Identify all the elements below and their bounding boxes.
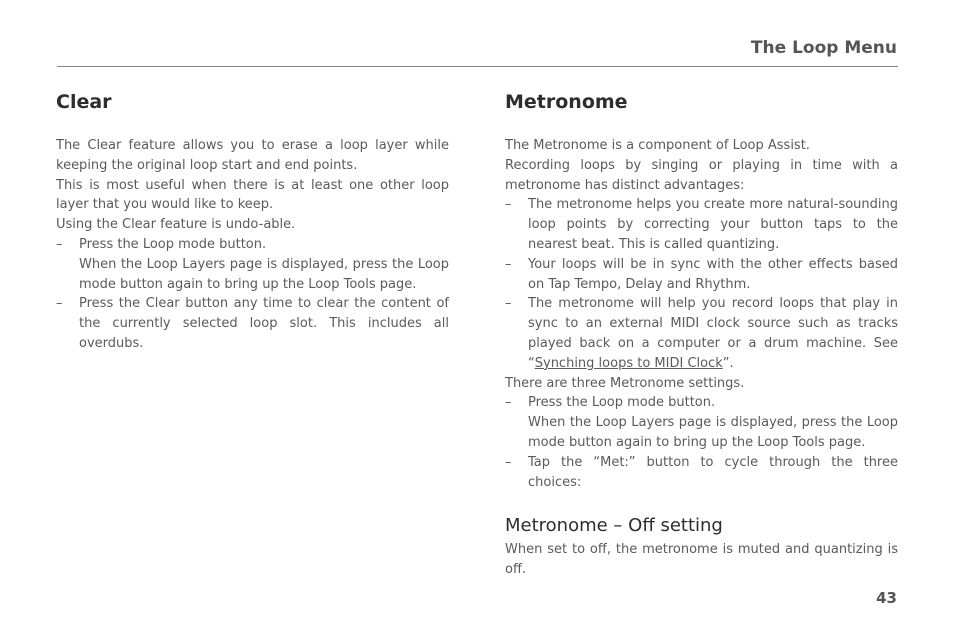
- metronome-step: [505, 453, 898, 493]
- clear-paragraph: Using the Clear feature is undo-able.: [56, 217, 296, 233]
- advantage-text-after: ”.: [722, 355, 734, 371]
- metronome-paragraph: Recording loops by singing or playing in time with a metronome has distinct advantages:: [505, 157, 898, 193]
- settings-intro: There are three Metronome settings.: [505, 375, 745, 391]
- clear-heading: Clear: [56, 91, 112, 113]
- advantage-item: [505, 195, 898, 254]
- clear-step: [56, 235, 449, 294]
- metronome-off-text: When set to off, the metronome is muted and quantizing is off.: [505, 542, 898, 578]
- step-line: Tap the “Met:” button to cycle through the three choices:: [528, 454, 898, 490]
- dash-bullet: –: [56, 296, 63, 312]
- advantage-text: Your loops will be in sync with the other effects based on Tap Tempo, Delay and Rhythm.: [528, 256, 898, 292]
- advantage-item: [505, 255, 898, 295]
- metronome-heading: Metronome: [505, 91, 628, 113]
- metronome-section: [505, 90, 898, 580]
- header-rule: [57, 66, 898, 67]
- clear-step: [56, 294, 449, 353]
- metronome-step: [505, 393, 898, 452]
- step-line: Press the Loop mode button.: [528, 395, 716, 411]
- step-line: When the Loop Layers page is displayed, press the Loop mode button again to bring up the Loop Tools page.: [79, 256, 449, 292]
- page-number: 43: [876, 589, 897, 607]
- dash-bullet: –: [505, 395, 512, 411]
- advantage-item: [505, 294, 898, 373]
- step-line: When the Loop Layers page is displayed, press the Loop mode button again to bring up the Loop Tools page.: [528, 415, 898, 450]
- advantage-text: [528, 294, 898, 373]
- dash-bullet: –: [505, 197, 512, 213]
- metronome-off-heading: Metronome – Off setting: [505, 515, 723, 537]
- dash-bullet: –: [505, 256, 512, 272]
- step-line: Press the Loop mode button.: [79, 236, 267, 252]
- dash-bullet: –: [505, 454, 512, 470]
- advantage-text-before: The metronome will help you record loops that play in sync to an external MIDI clock source such as tracks played back on a computer or a drum machine. See “: [528, 296, 898, 371]
- step-line: Press the Clear button any time to clear the content of the currently selected loop slot. This includes all overdubs.: [79, 296, 449, 351]
- midi-clock-link[interactable]: Synching loops to MIDI Clock: [534, 355, 723, 371]
- clear-paragraph: This is most useful when there is at least one other loop layer that you would like to keep.: [56, 177, 449, 213]
- advantage-text: The metronome helps you create more natural-sounding loop points by correcting your button taps to the nearest beat. This is called quantizing.: [528, 197, 898, 252]
- running-header: The Loop Menu: [750, 38, 897, 58]
- dash-bullet: –: [56, 236, 63, 252]
- clear-section: [56, 90, 449, 354]
- metronome-paragraph: The Metronome is a component of Loop Assist.: [505, 138, 810, 153]
- dash-bullet: –: [505, 296, 512, 312]
- clear-paragraph: The Clear feature allows you to erase a loop layer while keeping the original loop start and end points.: [56, 138, 449, 173]
